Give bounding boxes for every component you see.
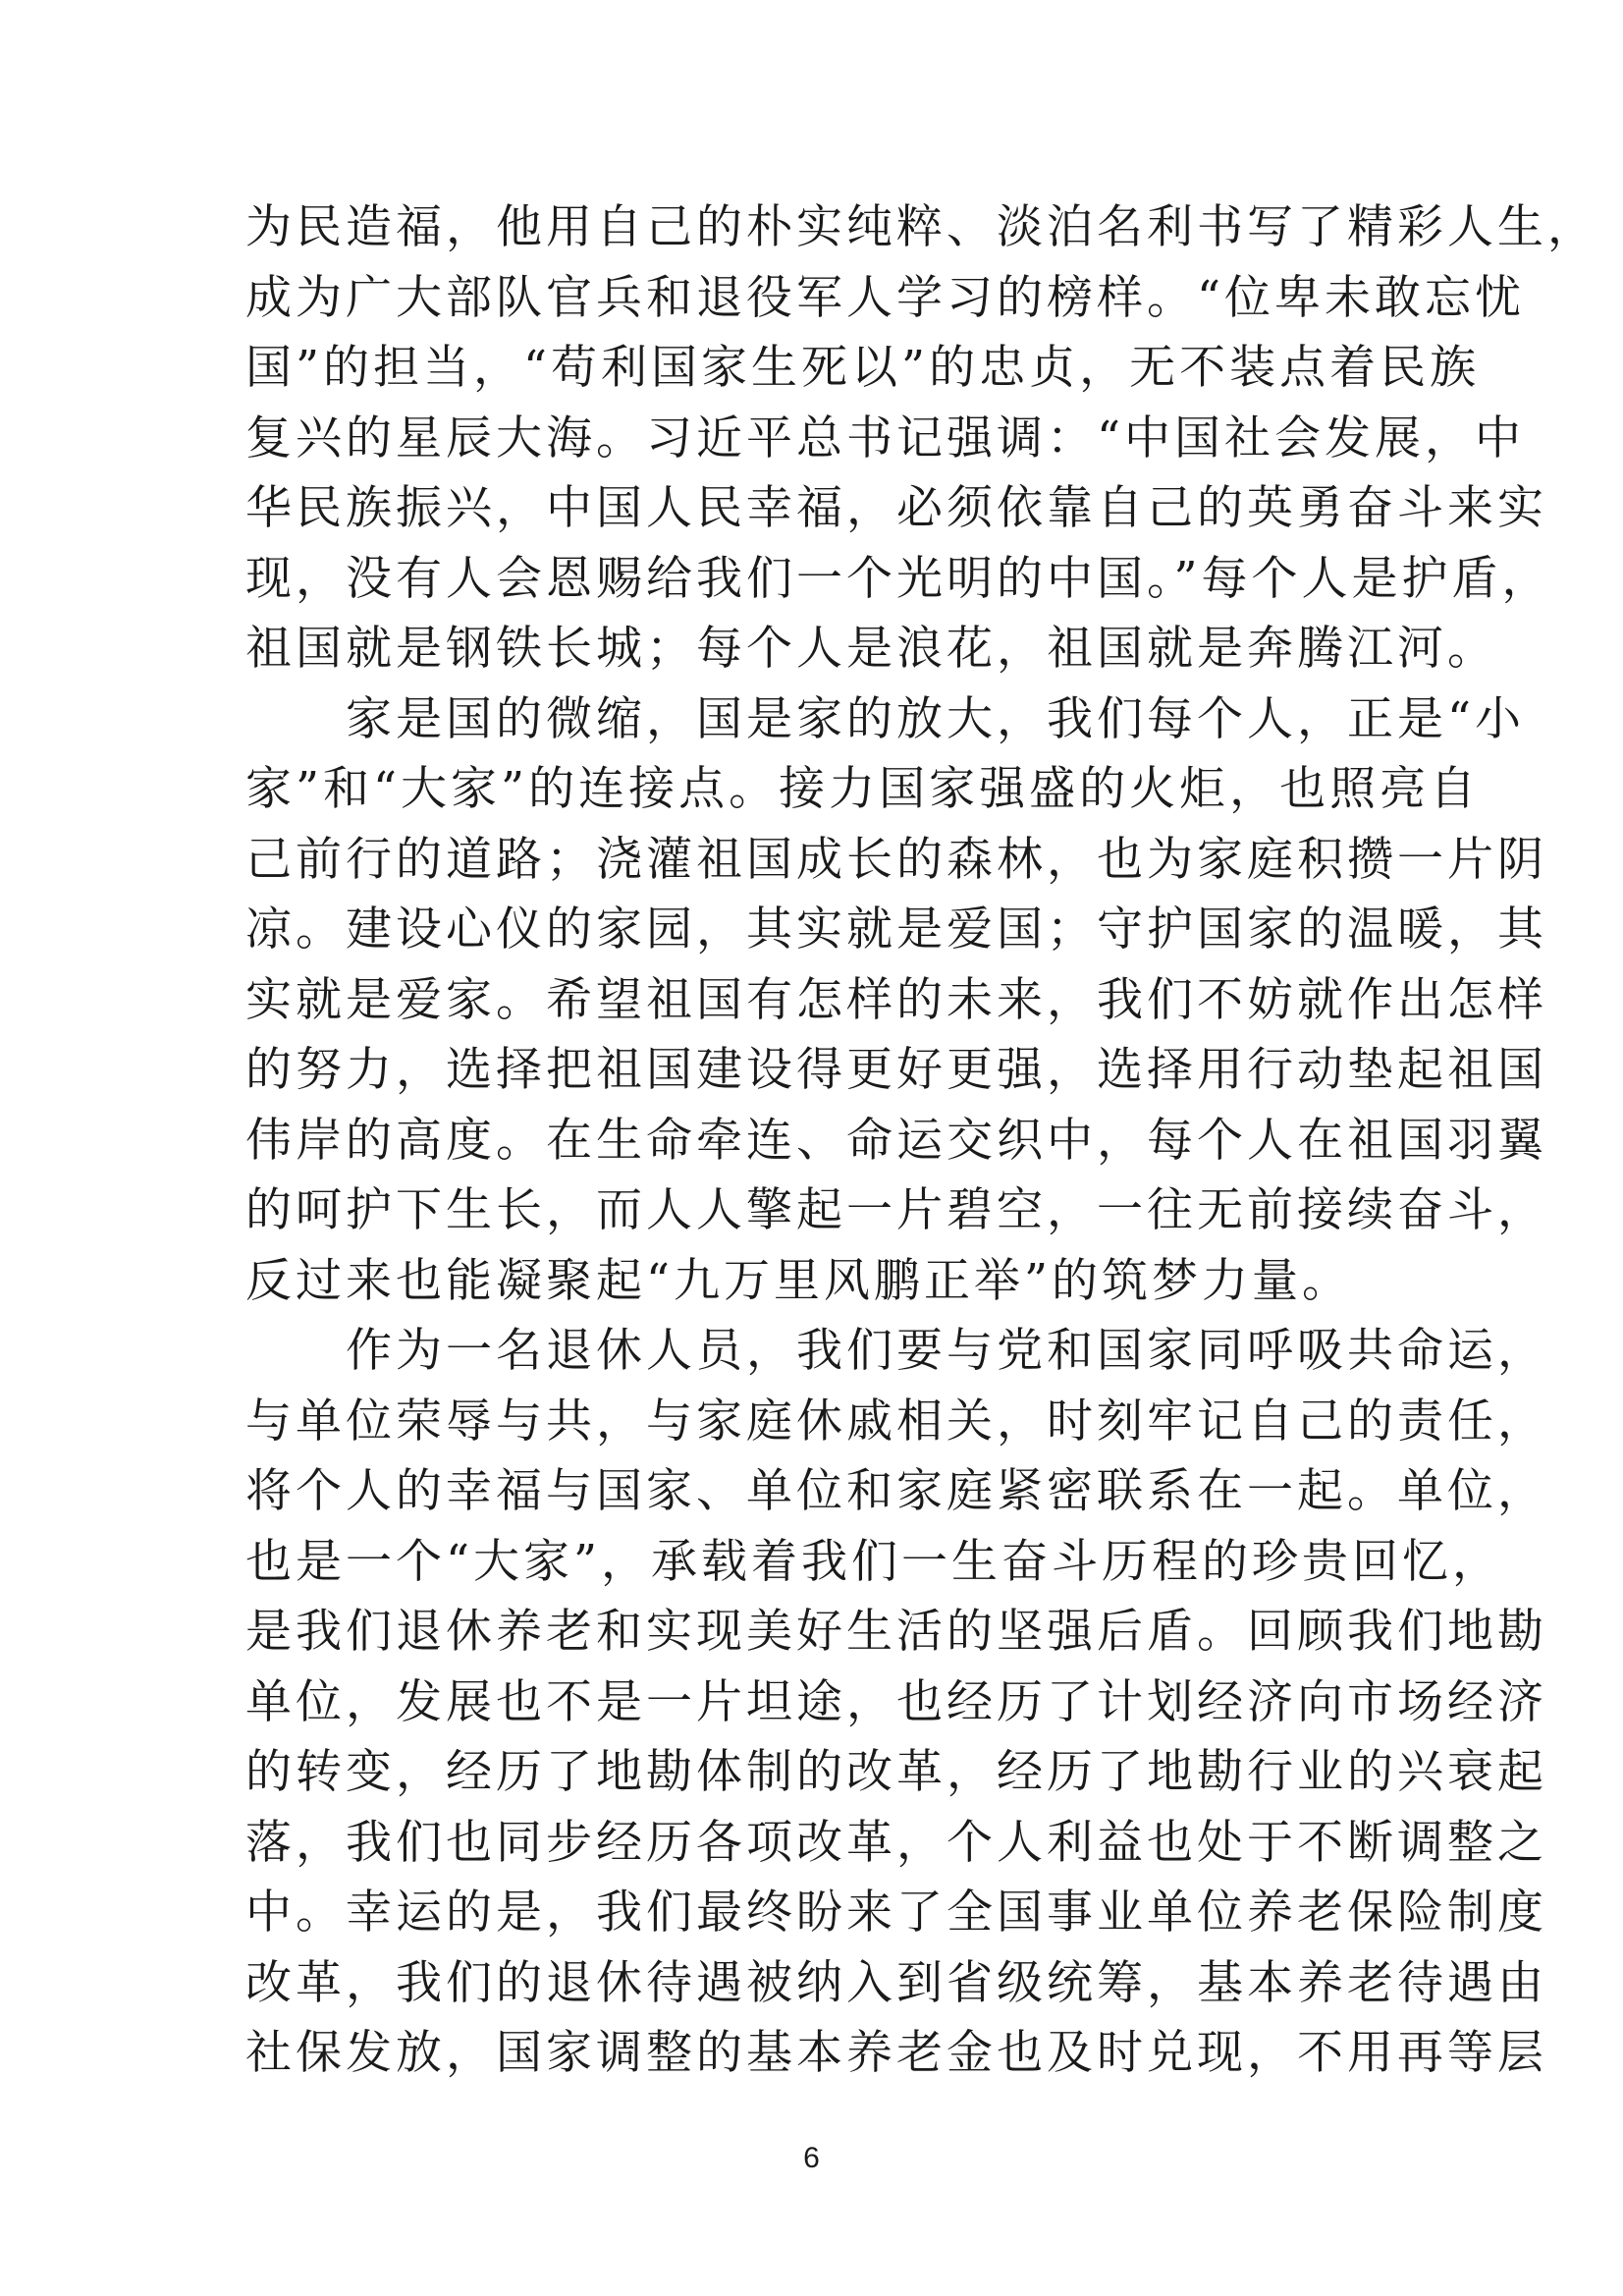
text-line: 改革，我们的退休待遇被纳入到省级统筹，基本养老待遇由 [245, 1955, 1547, 2010]
paragraph-last-line: 祖国就是钢铁长城；每个人是浪花，祖国就是奔腾江河。 [245, 622, 1497, 676]
text-line: 的呵护下生长，而人人擎起一片碧空，一往无前接续奋斗， [245, 1183, 1547, 1237]
text-line: 成为广大部队官兵和退役军人学习的榜样。“位卑未敢忘忧 [245, 270, 1526, 325]
text-line: 将个人的幸福与国家、单位和家庭紧密联系在一起。单位， [245, 1464, 1547, 1518]
text-line: 国”的担当，“苟利国家生死以”的忠贞，无不装点着民族 [245, 341, 1481, 395]
text-line: 凉。建设心仪的家园，其实就是爱国；守护国家的温暖，其 [245, 902, 1547, 957]
text-line: 落，我们也同步经历各项改革，个人利益也处于不断调整之 [245, 1815, 1547, 1870]
text-line: 与单位荣辱与共，与家庭休戚相关，时刻牢记自己的责任， [245, 1394, 1547, 1449]
body-text [245, 192, 1597, 2089]
text-line: 己前行的道路；浇灌祖国成长的森林，也为家庭积攒一片阴 [245, 832, 1547, 887]
text-line: 是我们退休养老和实现美好生活的坚强后盾。回顾我们地勘 [245, 1605, 1547, 1659]
text-line: 家”和“大家”的连接点。接力国家强盛的火炬，也照亮自 [245, 762, 1481, 816]
text-line: 家是国的微缩，国是家的放大，我们每个人，正是“小 [245, 691, 1526, 746]
text-line: 也是一个“大家”，承载着我们一生奋斗历程的珍贵回忆， [245, 1534, 1503, 1589]
text-line: 为民造福，他用自己的朴实纯粹、淡泊名利书写了精彩人生， [245, 200, 1597, 254]
text-line: 复兴的星辰大海。习近平总书记强调：“中国社会发展，中 [245, 410, 1526, 465]
text-line: 华民族振兴，中国人民幸福，必须依靠自己的英勇奋斗来实 [245, 481, 1547, 535]
paragraph-last-line: 反过来也能凝聚起“九万里风鹏正举”的筑梦力量。 [245, 1253, 1353, 1308]
text-line: 的努力，选择把祖国建设得更好更强，选择用行动垫起祖国 [245, 1043, 1547, 1097]
text-line: 作为一名退休人员，我们要与党和国家同呼吸共命运， [245, 1324, 1547, 1378]
page-number: 6 [803, 2142, 820, 2174]
text-line: 伟岸的高度。在生命牵连、命运交织中，每个人在祖国羽翼 [245, 1113, 1547, 1168]
text-line: 社保发放，国家调整的基本养老金也及时兑现，不用再等层 [245, 2026, 1547, 2080]
text-line: 的转变，经历了地勘体制的改革，经历了地勘行业的兴衰起 [245, 1745, 1547, 1799]
text-line: 中。幸运的是，我们最终盼来了全国事业单位养老保险制度 [245, 1886, 1547, 1940]
text-line: 实就是爱家。希望祖国有怎样的未来，我们不妨就作出怎样 [245, 972, 1547, 1027]
text-line: 单位，发展也不是一片坦途，也经历了计划经济向市场经济 [245, 1674, 1547, 1729]
text-line: 现，没有人会恩赐给我们一个光明的中国。”每个人是护盾， [245, 551, 1552, 606]
